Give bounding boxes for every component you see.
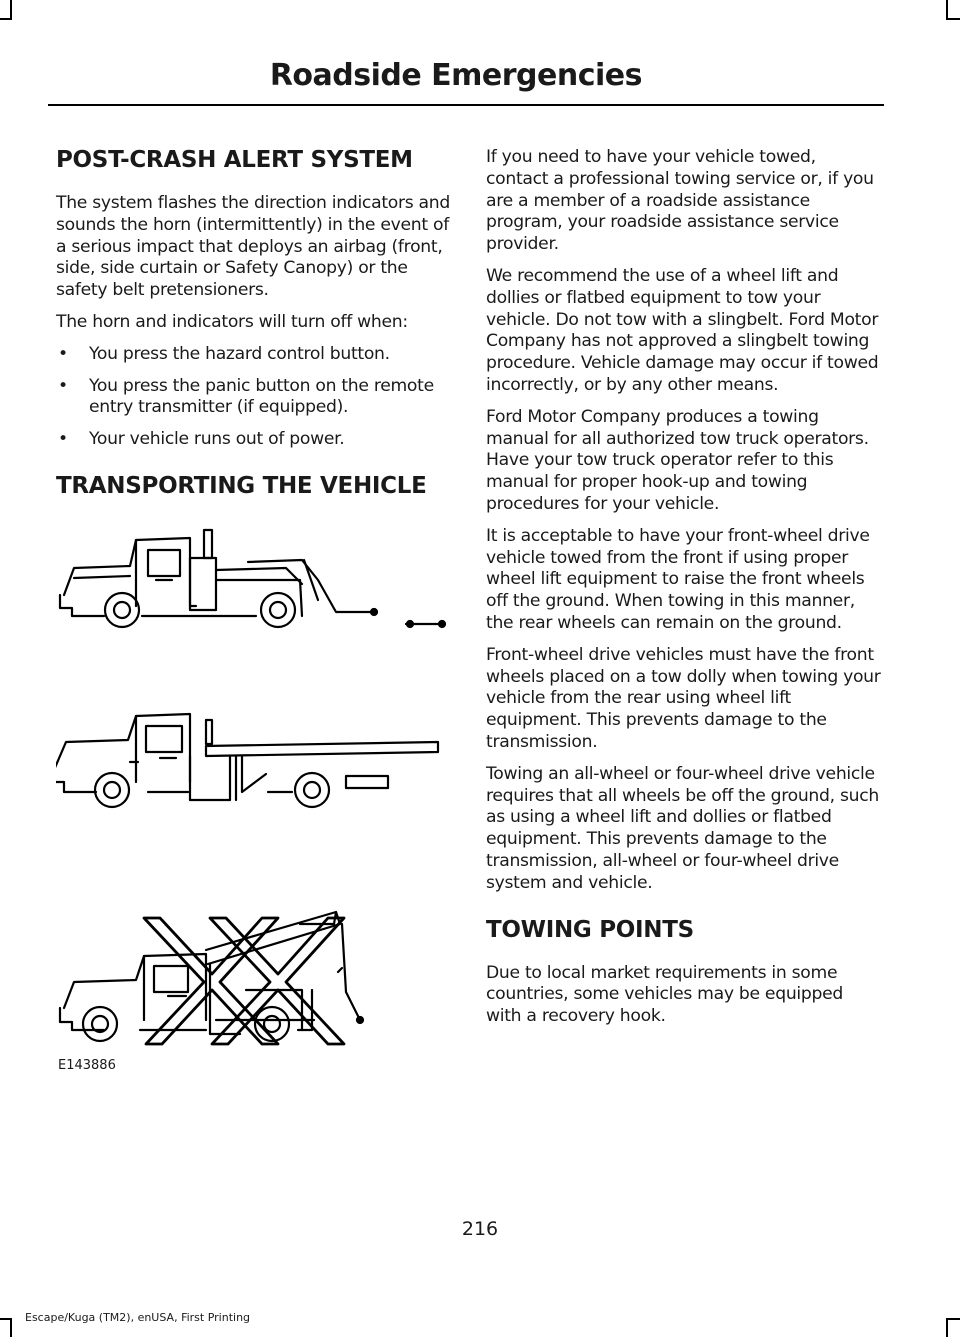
bullet-icon: • — [58, 343, 68, 364]
paragraph: Due to local market requirements in some countries, some vehicles may be equipped with a recovery hook. — [486, 962, 843, 1027]
section-heading-towing-points: TOWING POINTS — [486, 916, 694, 943]
crop-mark — [0, 1318, 12, 1320]
crop-mark — [946, 1318, 960, 1320]
section-heading-transporting: TRANSPORTING THE VEHICLE — [56, 472, 427, 499]
list-item — [56, 429, 452, 451]
page-number: 216 — [461, 1218, 499, 1240]
header-divider — [48, 104, 884, 106]
paragraph: Front-wheel drive vehicles must have the front wheels placed on a tow dolly when towing your vehicle from the rear using wheel lift equipment. This prevents damage to the transmission. — [486, 644, 881, 752]
bullet-icon: • — [58, 429, 68, 450]
crop-mark — [0, 18, 12, 20]
tow-truck-illustration — [56, 520, 456, 1080]
list-item — [56, 344, 452, 366]
paragraph: The horn and indicators will turn off when: — [56, 311, 408, 332]
bullet-list — [56, 344, 452, 451]
paragraph: It is acceptable to have your front-wheel drive vehicle towed from the front if using proper wheel lift equipment to raise the front wheels off the ground. When towing in this manner, the rear wheels can remain on the ground. — [486, 525, 870, 633]
prohibited-cross-icon — [144, 918, 344, 1044]
paragraph: The system flashes the direction indicators and sounds the horn (intermittently) in the event of a serious impact that deploys an airbag (front, side, side curtain or Safety Canopy) or the safety belt pretensioners. — [56, 193, 450, 301]
list-item-text: You press the hazard control button. — [89, 343, 390, 364]
crop-mark — [946, 18, 960, 20]
wheel-lift-truck-icon — [60, 530, 445, 627]
paragraph: We recommend the use of a wheel lift and dollies or flatbed equipment to tow your vehicle. Do not tow with a slingbelt. Ford Motor Company has not approved a slingbelt towing procedure. Vehicle damage may occur if towed incorrectly, or by any other means. — [486, 265, 879, 395]
crop-mark — [946, 1319, 948, 1337]
paragraph: If you need to have your vehicle towed, contact a professional towing service or, if you are a member of a roadside assistance program, your roadside assistance service provider. — [486, 147, 874, 255]
section-heading-post-crash: POST-CRASH ALERT SYSTEM — [56, 147, 413, 173]
footer-text: Escape/Kuga (TM2), enUSA, First Printing — [25, 1311, 251, 1324]
left-column — [56, 147, 452, 519]
flatbed-truck-icon — [56, 714, 438, 807]
list-item — [56, 376, 452, 420]
paragraph: Ford Motor Company produces a towing manual for all authorized tow truck operators. Have your tow truck operator refer to this manual for proper hook-up and towing procedures for your vehicle. — [486, 406, 869, 514]
list-item-text: Your vehicle runs out of power. — [89, 429, 345, 450]
list-item-text: You press the panic button on the remote entry transmitter (if equipped). — [89, 375, 434, 418]
crop-mark — [946, 0, 948, 18]
paragraph: Towing an all-wheel or four-wheel drive vehicle requires that all wheels be off the ground, such as using a wheel lift and dollies or flatbed equipment. This prevents damage to the transmission, all-wheel or four-wheel drive system and vehicle. — [486, 763, 879, 893]
bullet-icon: • — [58, 375, 68, 396]
crop-mark — [10, 0, 12, 18]
figure-code: E143886 — [58, 1058, 116, 1073]
right-column — [486, 147, 882, 1038]
crop-mark — [10, 1319, 12, 1337]
page-header-title: Roadside Emergencies — [269, 58, 642, 93]
